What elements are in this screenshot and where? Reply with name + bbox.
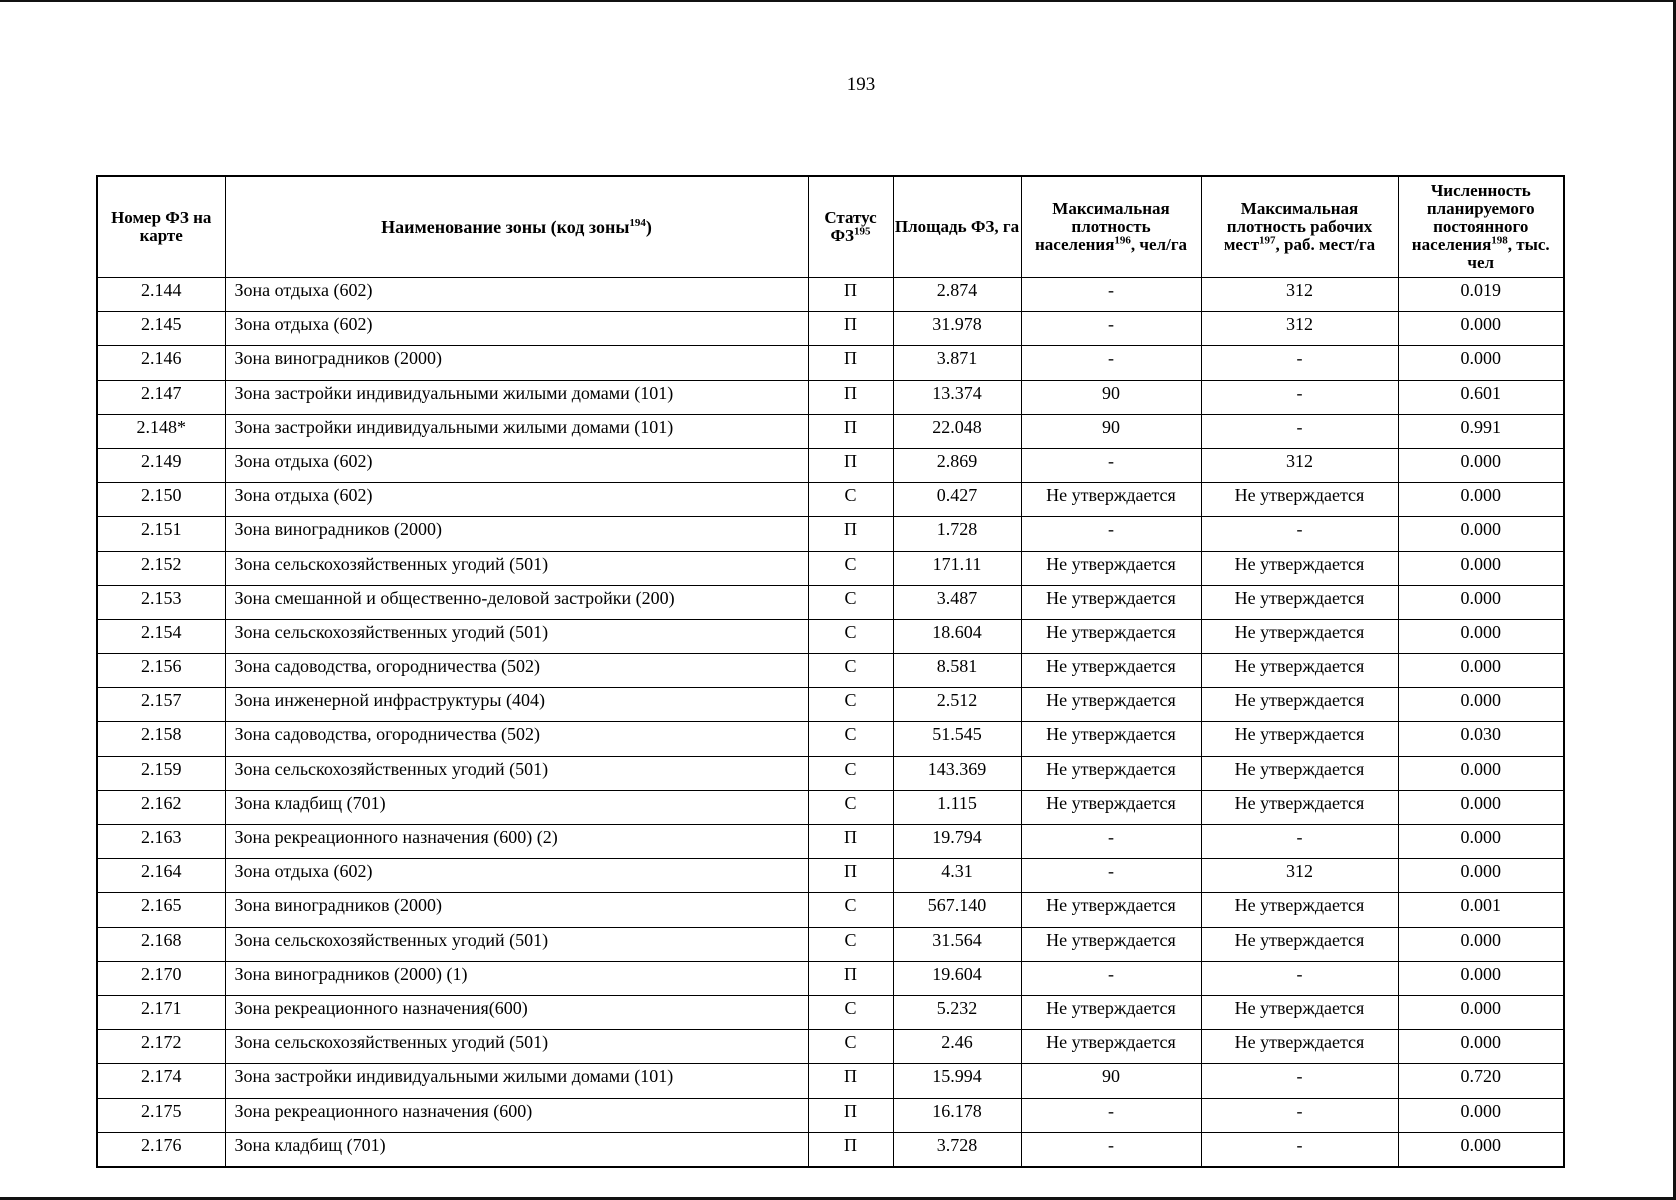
cell-status: П <box>808 414 893 448</box>
cell-pop: 90 <box>1021 380 1201 414</box>
cell-area: 4.31 <box>893 859 1021 893</box>
cell-pop: - <box>1021 278 1201 312</box>
table-row <box>97 551 1564 585</box>
cell-pop: Не утверждается <box>1021 483 1201 517</box>
cell-people: 0.000 <box>1398 1030 1564 1064</box>
cell-people: 0.000 <box>1398 619 1564 653</box>
cell-name: Зона рекреационного назначения(600) <box>225 995 808 1029</box>
cell-pop: - <box>1021 859 1201 893</box>
cell-work: Не утверждается <box>1201 688 1398 722</box>
cell-name: Зона отдыха (602) <box>225 448 808 482</box>
table-row <box>97 346 1564 380</box>
header-pop-density: Максимальная плотность населения$^{196}$, чел/га <box>1021 176 1201 278</box>
cell-people: 0.000 <box>1398 995 1564 1029</box>
cell-num: 2.174 <box>97 1064 225 1098</box>
cell-num: 2.171 <box>97 995 225 1029</box>
cell-area: 2.512 <box>893 688 1021 722</box>
cell-name: Зона сельскохозяйственных угодий (501) <box>225 927 808 961</box>
cell-name: Зона виноградников (2000) (1) <box>225 961 808 995</box>
cell-status: П <box>808 859 893 893</box>
cell-people: 0.000 <box>1398 585 1564 619</box>
cell-name: Зона отдыха (602) <box>225 312 808 346</box>
cell-pop: Не утверждается <box>1021 927 1201 961</box>
cell-num: 2.176 <box>97 1132 225 1167</box>
cell-area: 567.140 <box>893 893 1021 927</box>
cell-name: Зона застройки индивидуальными жилыми домами (101) <box>225 380 808 414</box>
cell-name: Зона сельскохозяйственных угодий (501) <box>225 756 808 790</box>
cell-status: С <box>808 790 893 824</box>
cell-num: 2.165 <box>97 893 225 927</box>
cell-area: 13.374 <box>893 380 1021 414</box>
cell-name: Зона застройки индивидуальными жилыми домами (101) <box>225 414 808 448</box>
cell-work: Не утверждается <box>1201 1030 1398 1064</box>
table-row <box>97 722 1564 756</box>
cell-people: 0.001 <box>1398 893 1564 927</box>
cell-pop: Не утверждается <box>1021 654 1201 688</box>
cell-people: 0.000 <box>1398 551 1564 585</box>
table-row <box>97 995 1564 1029</box>
table-row <box>97 893 1564 927</box>
cell-pop: Не утверждается <box>1021 756 1201 790</box>
cell-name: Зона застройки индивидуальными жилыми домами (101) <box>225 1064 808 1098</box>
cell-people: 0.000 <box>1398 483 1564 517</box>
header-area: Площадь ФЗ, га <box>893 176 1021 278</box>
cell-status: П <box>808 1064 893 1098</box>
table-row <box>97 790 1564 824</box>
cell-name: Зона сельскохозяйственных угодий (501) <box>225 1030 808 1064</box>
cell-area: 171.11 <box>893 551 1021 585</box>
cell-num: 2.164 <box>97 859 225 893</box>
cell-pop: - <box>1021 346 1201 380</box>
cell-people: 0.000 <box>1398 346 1564 380</box>
cell-area: 31.978 <box>893 312 1021 346</box>
cell-name: Зона виноградников (2000) <box>225 346 808 380</box>
cell-num: 2.148* <box>97 414 225 448</box>
cell-num: 2.168 <box>97 927 225 961</box>
table-row <box>97 1098 1564 1132</box>
cell-work: - <box>1201 825 1398 859</box>
page-number: 193 <box>846 74 876 95</box>
cell-pop: 90 <box>1021 414 1201 448</box>
cell-status: С <box>808 619 893 653</box>
cell-people: 0.720 <box>1398 1064 1564 1098</box>
table-row <box>97 859 1564 893</box>
table-row <box>97 825 1564 859</box>
cell-people: 0.000 <box>1398 517 1564 551</box>
cell-pop: Не утверждается <box>1021 790 1201 824</box>
cell-status: П <box>808 448 893 482</box>
cell-name: Зона рекреационного назначения (600) <box>225 1098 808 1132</box>
cell-status: С <box>808 722 893 756</box>
cell-work: 312 <box>1201 312 1398 346</box>
cell-area: 31.564 <box>893 927 1021 961</box>
cell-num: 2.149 <box>97 448 225 482</box>
cell-area: 3.871 <box>893 346 1021 380</box>
cell-status: П <box>808 312 893 346</box>
cell-pop: - <box>1021 1132 1201 1167</box>
table-row <box>97 414 1564 448</box>
cell-num: 2.172 <box>97 1030 225 1064</box>
cell-name: Зона отдыха (602) <box>225 278 808 312</box>
cell-work: - <box>1201 380 1398 414</box>
cell-pop: - <box>1021 1098 1201 1132</box>
table-row <box>97 961 1564 995</box>
cell-pop: Не утверждается <box>1021 585 1201 619</box>
cell-work: - <box>1201 1098 1398 1132</box>
cell-work: Не утверждается <box>1201 619 1398 653</box>
cell-work: - <box>1201 961 1398 995</box>
cell-people: 0.019 <box>1398 278 1564 312</box>
cell-status: С <box>808 688 893 722</box>
cell-name: Зона отдыха (602) <box>225 859 808 893</box>
cell-people: 0.000 <box>1398 825 1564 859</box>
cell-area: 3.728 <box>893 1132 1021 1167</box>
cell-status: С <box>808 654 893 688</box>
cell-area: 1.115 <box>893 790 1021 824</box>
cell-num: 2.175 <box>97 1098 225 1132</box>
cell-area: 8.581 <box>893 654 1021 688</box>
cell-name: Зона инженерной инфраструктуры (404) <box>225 688 808 722</box>
cell-pop: Не утверждается <box>1021 995 1201 1029</box>
cell-work: - <box>1201 1132 1398 1167</box>
cell-area: 19.604 <box>893 961 1021 995</box>
cell-area: 143.369 <box>893 756 1021 790</box>
cell-people: 0.000 <box>1398 688 1564 722</box>
cell-num: 2.145 <box>97 312 225 346</box>
cell-area: 51.545 <box>893 722 1021 756</box>
cell-work: Не утверждается <box>1201 722 1398 756</box>
cell-status: С <box>808 551 893 585</box>
cell-work: 312 <box>1201 278 1398 312</box>
cell-work: Не утверждается <box>1201 995 1398 1029</box>
cell-status: П <box>808 1132 893 1167</box>
cell-name: Зона отдыха (602) <box>225 483 808 517</box>
cell-area: 5.232 <box>893 995 1021 1029</box>
cell-num: 2.151 <box>97 517 225 551</box>
cell-name: Зона кладбищ (701) <box>225 790 808 824</box>
table-row <box>97 654 1564 688</box>
cell-status: П <box>808 961 893 995</box>
cell-name: Зона садоводства, огородничества (502) <box>225 722 808 756</box>
cell-pop: - <box>1021 448 1201 482</box>
cell-num: 2.147 <box>97 380 225 414</box>
cell-area: 15.994 <box>893 1064 1021 1098</box>
cell-work: Не утверждается <box>1201 483 1398 517</box>
cell-num: 2.162 <box>97 790 225 824</box>
cell-area: 2.46 <box>893 1030 1021 1064</box>
cell-people: 0.000 <box>1398 859 1564 893</box>
table-row <box>97 927 1564 961</box>
cell-status: П <box>808 380 893 414</box>
cell-status: П <box>808 825 893 859</box>
table-row <box>97 483 1564 517</box>
header-name: Наименование зоны (код зоны$^{194}$) <box>225 176 808 278</box>
cell-area: 22.048 <box>893 414 1021 448</box>
table-row <box>97 448 1564 482</box>
cell-name: Зона сельскохозяйственных угодий (501) <box>225 551 808 585</box>
cell-people: 0.030 <box>1398 722 1564 756</box>
cell-area: 1.728 <box>893 517 1021 551</box>
cell-pop: Не утверждается <box>1021 688 1201 722</box>
cell-area: 3.487 <box>893 585 1021 619</box>
cell-work: - <box>1201 517 1398 551</box>
cell-num: 2.150 <box>97 483 225 517</box>
cell-num: 2.156 <box>97 654 225 688</box>
scan-top-edge <box>0 0 1676 2</box>
cell-people: 0.000 <box>1398 927 1564 961</box>
cell-status: С <box>808 893 893 927</box>
cell-name: Зона смешанной и общественно-деловой застройки (200) <box>225 585 808 619</box>
table-row <box>97 1064 1564 1098</box>
cell-num: 2.152 <box>97 551 225 585</box>
cell-status: П <box>808 517 893 551</box>
cell-status: С <box>808 585 893 619</box>
table-row <box>97 312 1564 346</box>
cell-work: Не утверждается <box>1201 893 1398 927</box>
header-status: Статус ФЗ$^{195}$ <box>808 176 893 278</box>
cell-pop: 90 <box>1021 1064 1201 1098</box>
table-row <box>97 380 1564 414</box>
cell-area: 18.604 <box>893 619 1021 653</box>
cell-people: 0.000 <box>1398 756 1564 790</box>
cell-num: 2.159 <box>97 756 225 790</box>
cell-area: 2.874 <box>893 278 1021 312</box>
cell-work: Не утверждается <box>1201 756 1398 790</box>
cell-status: С <box>808 1030 893 1064</box>
cell-people: 0.000 <box>1398 448 1564 482</box>
cell-status: С <box>808 927 893 961</box>
cell-people: 0.000 <box>1398 654 1564 688</box>
cell-pop: - <box>1021 312 1201 346</box>
cell-people: 0.000 <box>1398 1098 1564 1132</box>
cell-status: С <box>808 483 893 517</box>
cell-name: Зона садоводства, огородничества (502) <box>225 654 808 688</box>
cell-name: Зона виноградников (2000) <box>225 517 808 551</box>
cell-num: 2.163 <box>97 825 225 859</box>
table-row <box>97 1132 1564 1167</box>
cell-num: 2.170 <box>97 961 225 995</box>
cell-pop: - <box>1021 825 1201 859</box>
cell-people: 0.000 <box>1398 312 1564 346</box>
cell-pop: - <box>1021 961 1201 995</box>
cell-pop: Не утверждается <box>1021 619 1201 653</box>
header-num: Номер ФЗ на карте <box>97 176 225 278</box>
cell-status: П <box>808 346 893 380</box>
cell-name: Зона рекреационного назначения (600) (2) <box>225 825 808 859</box>
cell-pop: Не утверждается <box>1021 722 1201 756</box>
cell-area: 19.794 <box>893 825 1021 859</box>
cell-pop: Не утверждается <box>1021 551 1201 585</box>
table-row <box>97 278 1564 312</box>
cell-work: 312 <box>1201 859 1398 893</box>
cell-num: 2.153 <box>97 585 225 619</box>
cell-work: Не утверждается <box>1201 585 1398 619</box>
cell-work: Не утверждается <box>1201 551 1398 585</box>
zones-table <box>96 175 1565 1168</box>
cell-people: 0.000 <box>1398 790 1564 824</box>
table-row <box>97 688 1564 722</box>
cell-status: С <box>808 995 893 1029</box>
cell-work: Не утверждается <box>1201 654 1398 688</box>
cell-area: 16.178 <box>893 1098 1021 1132</box>
cell-work: 312 <box>1201 448 1398 482</box>
cell-work: - <box>1201 346 1398 380</box>
table-row <box>97 619 1564 653</box>
cell-people: 0.000 <box>1398 961 1564 995</box>
cell-num: 2.157 <box>97 688 225 722</box>
table-row <box>97 585 1564 619</box>
cell-people: 0.991 <box>1398 414 1564 448</box>
cell-work: Не утверждается <box>1201 927 1398 961</box>
cell-people: 0.601 <box>1398 380 1564 414</box>
cell-people: 0.000 <box>1398 1132 1564 1167</box>
cell-area: 2.869 <box>893 448 1021 482</box>
cell-pop: - <box>1021 517 1201 551</box>
cell-work: Не утверждается <box>1201 790 1398 824</box>
table-row <box>97 756 1564 790</box>
cell-name: Зона виноградников (2000) <box>225 893 808 927</box>
cell-num: 2.146 <box>97 346 225 380</box>
cell-num: 2.158 <box>97 722 225 756</box>
header-population: Численность планируемого постоянного населения$^{198}$, тыс. чел <box>1398 176 1564 278</box>
cell-work: - <box>1201 414 1398 448</box>
cell-pop: Не утверждается <box>1021 1030 1201 1064</box>
cell-status: П <box>808 1098 893 1132</box>
table-row <box>97 517 1564 551</box>
cell-name: Зона сельскохозяйственных угодий (501) <box>225 619 808 653</box>
cell-name: Зона кладбищ (701) <box>225 1132 808 1167</box>
cell-work: - <box>1201 1064 1398 1098</box>
table-header-row <box>97 176 1564 278</box>
cell-status: С <box>808 756 893 790</box>
cell-area: 0.427 <box>893 483 1021 517</box>
table-row <box>97 1030 1564 1064</box>
header-work-density: Максимальная плотность рабочих мест$^{197}$, раб. мест/га <box>1201 176 1398 278</box>
cell-status: П <box>808 278 893 312</box>
cell-pop: Не утверждается <box>1021 893 1201 927</box>
cell-num: 2.144 <box>97 278 225 312</box>
cell-num: 2.154 <box>97 619 225 653</box>
